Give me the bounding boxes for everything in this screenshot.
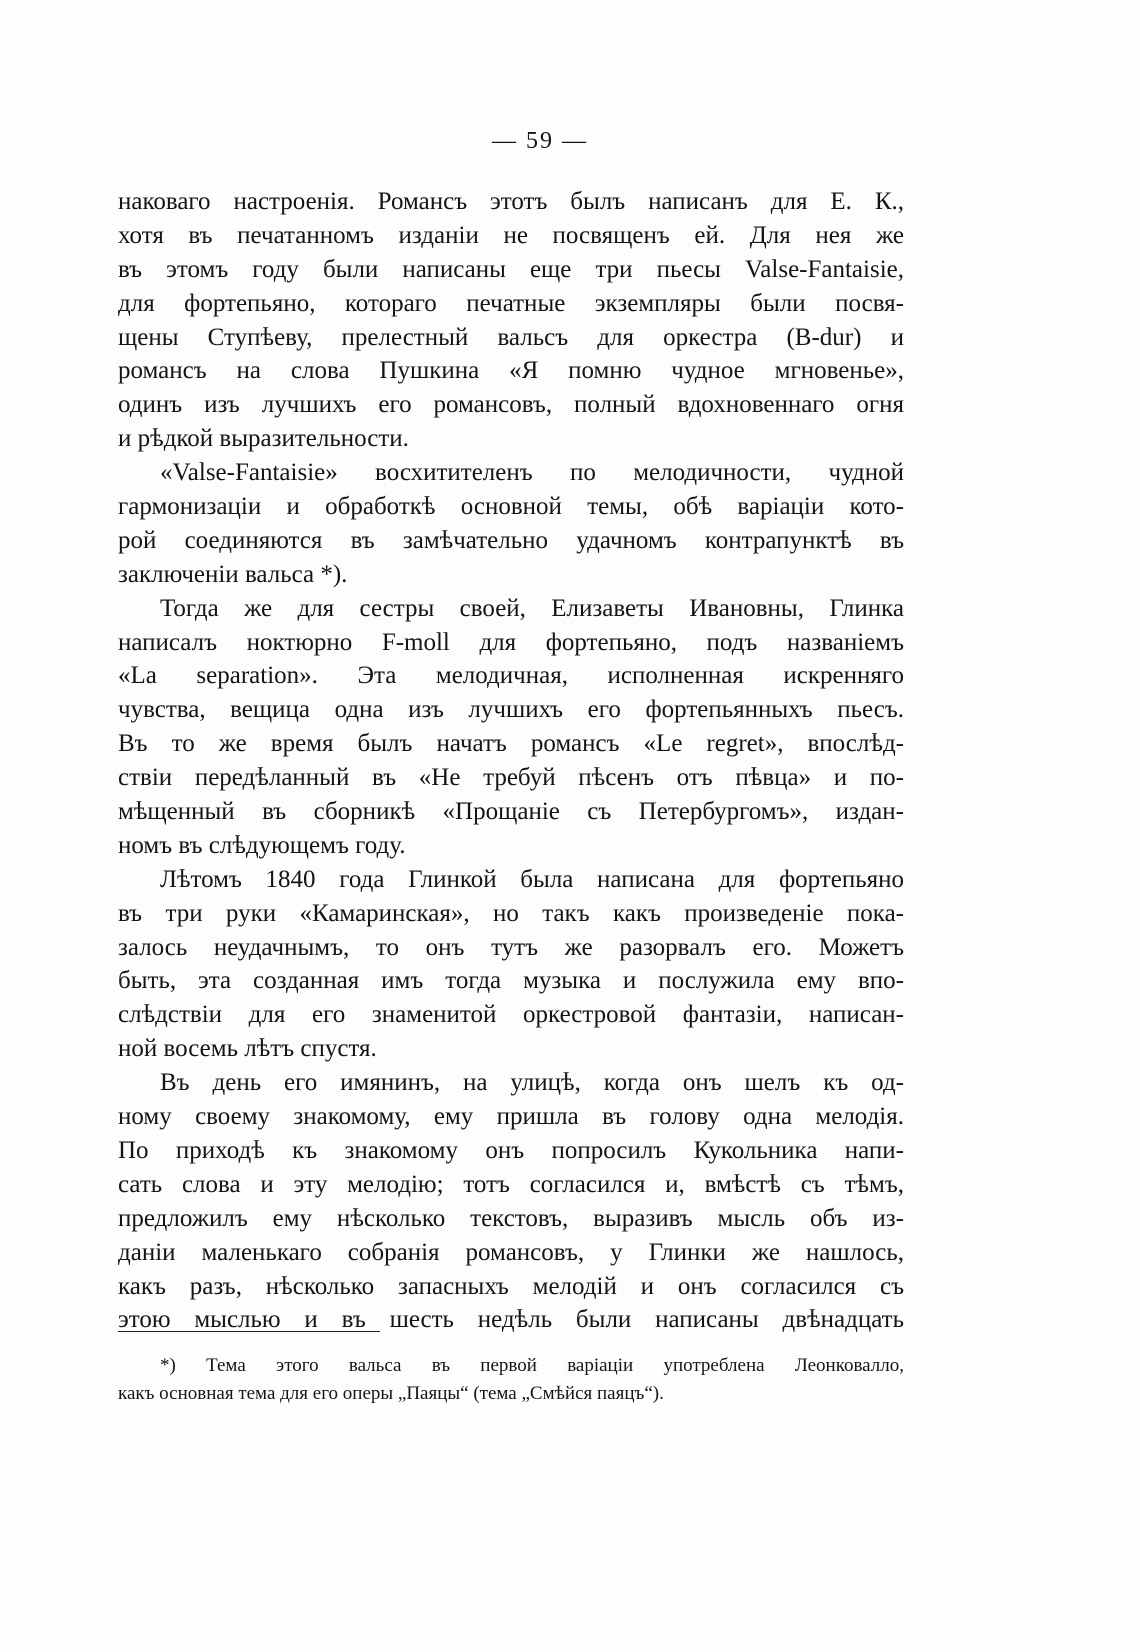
text-line: слѣдствіи для его знаменитой оркестровой фантазіи, написан- (118, 1001, 904, 1029)
text-line: По приходѣ къ знакомому онъ попросилъ Кукольника напи- (118, 1136, 904, 1164)
text-line: даніи маленькаго собранія романсовъ, у Глинки же нашлось, (118, 1238, 904, 1266)
text-line: въ три руки «Камаринская», но такъ какъ произведеніе пока- (118, 899, 904, 927)
footnote-line: *) Тема этого вальса въ первой варіаціи употреблена Леонковалло, (160, 1355, 904, 1376)
text-line: заключеніи вальса *). (118, 560, 348, 588)
text-line: Тогда же для сестры своей, Елизаветы Ивановны, Глинка (160, 594, 904, 622)
text-line: наковаго настроенія. Романсъ этотъ былъ написанъ для Е. К., (118, 188, 904, 215)
text-line: написалъ ноктюрно F-moll для фортепьяно, подъ названіемъ (118, 628, 904, 656)
text-line: и рѣдкой выразительности. (118, 425, 409, 453)
text-line: быть, эта созданная имъ тогда музыка и послужила ему впо- (118, 967, 904, 995)
text-line: въ этомъ году были написаны еще три пьесы Valse-Fantaisie, (118, 255, 904, 283)
text-line: хотя въ печатанномъ изданіи не посвященъ ей. Для нея же (118, 221, 904, 249)
text-line: щены Ступѣеву, прелестный вальсъ для оркестра (B-dur) и (118, 323, 904, 351)
text-line: залось неудачнымъ, то онъ тутъ же разорвалъ его. Можетъ (118, 933, 904, 961)
text-line: ному своему знакомому, ему пришла въ голову одна мелодія. (118, 1103, 904, 1131)
text-line: предложилъ ему нѣсколько текстовъ, выразивъ мысль объ из- (118, 1204, 904, 1232)
text-line: этою мыслью и въ шесть недѣль были написаны двѣнадцать (118, 1306, 904, 1334)
footnote (118, 1352, 904, 1408)
text-line: гармонизаціи и обработкѣ основной темы, обѣ варіаціи кото- (118, 493, 904, 521)
text-line: ной восемь лѣтъ спустя. (118, 1035, 377, 1063)
text-line: номъ въ слѣдующемъ году. (118, 831, 406, 859)
text-line: Лѣтомъ 1840 года Глинкой была написана для фортепьяно (160, 865, 904, 893)
text-line: ствіи передѣланный въ «Не требуй пѣсенъ отъ пѣвца» и по- (118, 764, 904, 792)
text-line: «La separation». Эта мелодичная, исполненная искренняго (118, 662, 904, 690)
text-line: сать слова и эту мелодію; тотъ согласился и, вмѣстѣ съ тѣмъ, (118, 1170, 904, 1198)
footnote-line: какъ основная тема для его оперы „Паяцы“ (тема „Смѣйся паяцъ“). (118, 1383, 664, 1404)
text-line: «Valse-Fantaisie» восхитителенъ по мелодичности, чудной (160, 459, 904, 487)
text-line: чувства, вещица одна изъ лучшихъ его фортепьянныхъ пьесъ. (118, 696, 904, 724)
footnote-divider (118, 1331, 380, 1332)
text-line: романсъ на слова Пушкина «Я помню чудное мгновенье», (118, 357, 904, 385)
text-line: мѣщенный въ сборникѣ «Прощаніе съ Петербургомъ», издан- (118, 798, 904, 826)
text-line: Въ то же время былъ начатъ романсъ «Le regret», впослѣд- (118, 730, 904, 758)
page-number: — 59 — (492, 128, 588, 154)
text-line: какъ разъ, нѣсколько запасныхъ мелодій и онъ согласился съ (118, 1272, 904, 1300)
text-line: рой соединяются въ замѣчательно удачномъ контрапунктѣ въ (118, 526, 904, 554)
text-line: одинъ изъ лучшихъ его романсовъ, полный вдохновеннаго огня (118, 391, 904, 419)
text-line: Въ день его имянинъ, на улицѣ, когда онъ шелъ къ од- (160, 1069, 904, 1097)
main-text (118, 185, 904, 1337)
text-line: для фортепьяно, котораго печатные экземпляры были посвя- (118, 289, 904, 317)
